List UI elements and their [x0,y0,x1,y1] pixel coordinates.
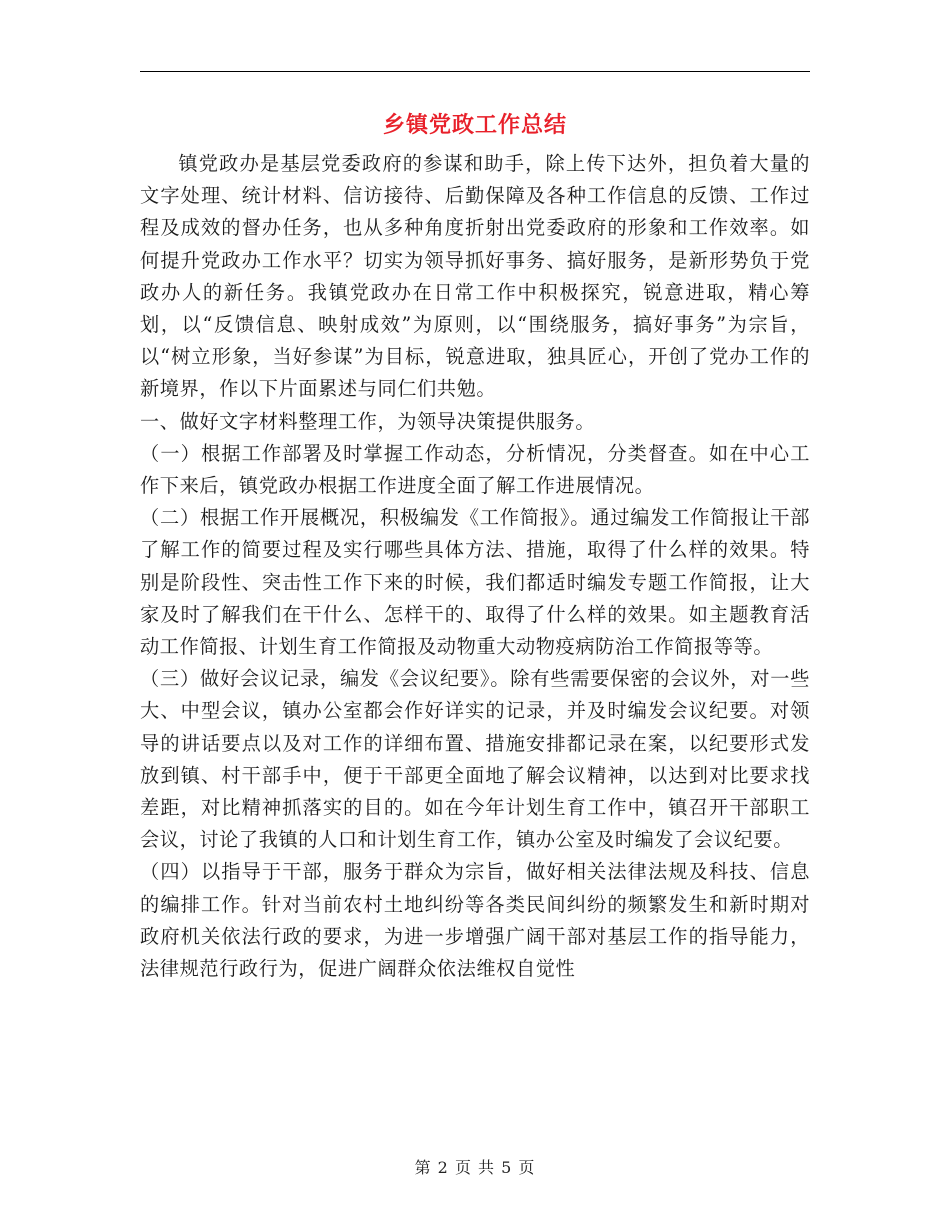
subsection-paragraph-2: （二）根据工作开展概况，积极编发《工作简报》。通过编发工作简报让干部了解工作的简要过程及实行哪些具体方法、措施，取得了什么样的效果。特别是阶段性、突击性工作下来的时候，我们都适时编发专题工作简报，让大家及时了解我们在干什么、怎样干的、取得了什么样的效果。如主题教育活动工作简报、计划生育工作简报及动物重大动物疫病防治工作简报等等。 [140,506,810,659]
subsection-paragraph-3: （三）做好会议记录，编发《会议纪要》。除有些需要保密的会议外，对一些大、中型会议，镇办公室都会作好详实的记录，并及时编发会议纪要。对领导的讲话要点以及对工作的详细布置、措施安排都记录在案，以纪要形式发放到镇、村干部手中，便于干部更全面地了解会议精神，以达到对比要求找差距，对比精神抓落实的目的。如在今年计划生育工作中，镇召开干部职工会议，讨论了我镇的人口和计划生育工作，镇办公室及时编发了会议纪要。 [140,667,810,852]
document-body [140,148,810,985]
document-title: 乡镇党政工作总结 [382,112,567,138]
section-heading: 一、做好文字材料整理工作，为领导决策提供服务。 [140,409,596,433]
intro-paragraph: 镇党政办是基层党委政府的参谋和助手，除上传下达外，担负着大量的文字处理、统计材料、信访接待、后勤保障及各种工作信息的反馈、工作过程及成效的督办任务，也从多种角度折射出党委政府的形象和工作效率。如何提升党政办工作水平？切实为领导抓好事务、搞好服务，是新形势负于党政办人的新任务。我镇党政办在日常工作中积极探究，锐意进取，精心筹划，以“反馈信息、映射成效”为原则，以“围绕服务，搞好事务”为宗旨，以“树立形象，当好参谋”为目标，锐意进取，独具匠心，开创了党办工作的新境界，作以下片面累述与同仁们共勉。 [140,152,810,401]
header-rule [140,71,810,72]
page-number-footer: 第 2 页 共 5 页 [414,1158,536,1177]
subsection-paragraph-1: （一）根据工作部署及时掌握工作动态，分析情况，分类督查。如在中心工作下来后，镇党政办根据工作进度全面了解工作进展情况。 [140,441,810,498]
subsection-paragraph-4: （四）以指导于干部，服务于群众为宗旨，做好相关法律法规及科技、信息的编排工作。针对当前农村土地纠纷等各类民间纠纷的频繁发生和新时期对政府机关依法行政的要求，为进一步增强广阔干部对基层工作的指导能力，法律规范行政行为，促进广阔群众依法维权自觉性 [140,860,810,981]
